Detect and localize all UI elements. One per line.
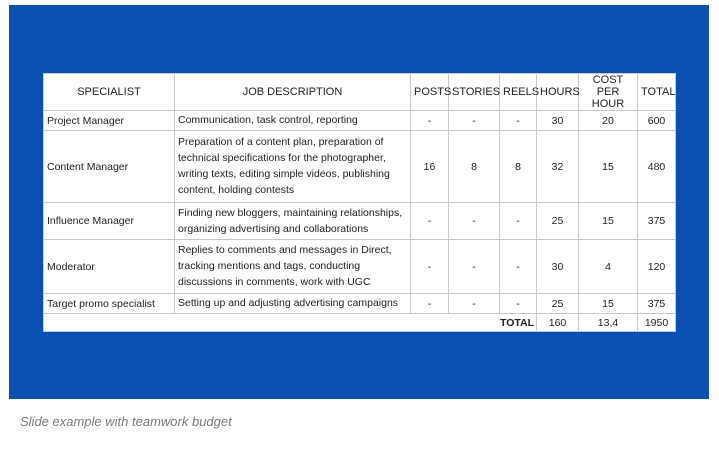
cell-reels: - xyxy=(500,203,537,240)
cell-description: Replies to comments and messages in Direct, tracking mentions and tags, conducting discussions in comments, work with UGC xyxy=(175,240,411,294)
cell-stories: - xyxy=(449,203,500,240)
cell-posts: - xyxy=(411,203,449,240)
cell-reels: - xyxy=(500,294,537,314)
cell-cost: 15 xyxy=(579,294,638,314)
cell-hours: 32 xyxy=(537,131,579,203)
table-header-row xyxy=(44,74,676,111)
cell-hours: 25 xyxy=(537,294,579,314)
cell-specialist: Content Manager xyxy=(44,131,175,203)
cell-stories: - xyxy=(449,111,500,131)
table-row xyxy=(44,294,676,314)
cell-total: 375 xyxy=(638,294,676,314)
cell-hours: 30 xyxy=(537,111,579,131)
cell-total: 120 xyxy=(638,240,676,294)
cell-specialist: Project Manager xyxy=(44,111,175,131)
cell-stories: - xyxy=(449,294,500,314)
header-specialist: SPECIALIST xyxy=(44,74,175,111)
cell-description: Finding new bloggers, maintaining relationships, organizing advertising and collaborations xyxy=(175,203,411,240)
total-sum: 1950 xyxy=(638,314,676,332)
cell-cost: 4 xyxy=(579,240,638,294)
cell-total: 375 xyxy=(638,203,676,240)
cell-specialist: Influence Manager xyxy=(44,203,175,240)
cell-stories: - xyxy=(449,240,500,294)
cell-stories: 8 xyxy=(449,131,500,203)
cell-reels: - xyxy=(500,111,537,131)
cell-posts: - xyxy=(411,240,449,294)
total-cost: 13,4 xyxy=(579,314,638,332)
cell-description: Communication, task control, reporting xyxy=(175,111,411,131)
cell-description: Setting up and adjusting advertising campaigns xyxy=(175,294,411,314)
table-row xyxy=(44,111,676,131)
cell-cost: 15 xyxy=(579,203,638,240)
cell-cost: 20 xyxy=(579,111,638,131)
cell-specialist: Moderator xyxy=(44,240,175,294)
cell-posts: - xyxy=(411,111,449,131)
cell-hours: 30 xyxy=(537,240,579,294)
cell-cost: 15 xyxy=(579,131,638,203)
header-stories: STORIES xyxy=(449,74,500,111)
cell-description: Preparation of a content plan, preparation of technical specifications for the photographer, writing texts, editing simple videos, publishing content, holding contests xyxy=(175,131,411,203)
cell-total: 600 xyxy=(638,111,676,131)
cell-hours: 25 xyxy=(537,203,579,240)
header-posts: POSTS xyxy=(411,74,449,111)
cell-reels: - xyxy=(500,240,537,294)
header-reels: REELS xyxy=(500,74,537,111)
cell-posts: - xyxy=(411,294,449,314)
cell-specialist: Target promo specialist xyxy=(44,294,175,314)
image-caption: Slide example with teamwork budget xyxy=(20,414,232,429)
table-row xyxy=(44,131,676,203)
total-row xyxy=(44,314,676,332)
table-row xyxy=(44,203,676,240)
cell-reels: 8 xyxy=(500,131,537,203)
header-job-description: JOB DESCRIPTION xyxy=(175,74,411,111)
cell-total: 480 xyxy=(638,131,676,203)
header-cost-per-hour: COST PER HOUR xyxy=(579,74,638,111)
header-total: TOTAL xyxy=(638,74,676,111)
header-hours: HOURS xyxy=(537,74,579,111)
budget-table xyxy=(43,73,676,332)
total-hours: 160 xyxy=(537,314,579,332)
slide-background xyxy=(9,5,709,399)
cell-posts: 16 xyxy=(411,131,449,203)
table-row xyxy=(44,240,676,294)
total-label: TOTAL xyxy=(44,314,537,332)
